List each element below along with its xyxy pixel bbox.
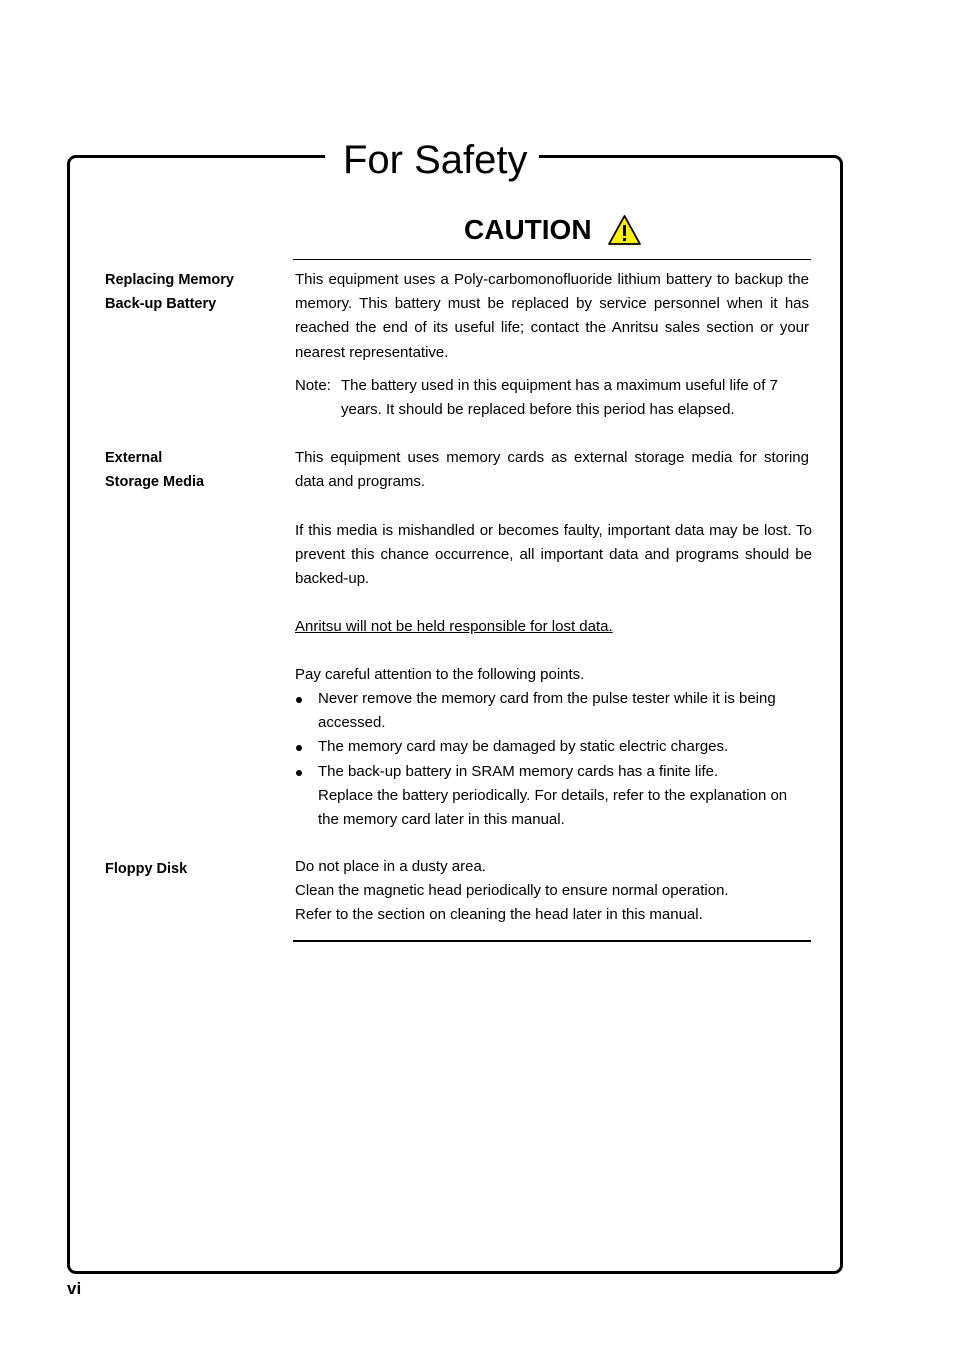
bullet-text: The memory card may be damaged by static electric charges. — [318, 738, 729, 756]
caution-heading: CAUTION — [464, 214, 592, 245]
bullet-icon — [296, 745, 302, 751]
storage-section-label — [105, 446, 204, 494]
battery-label-line1: Replacing Memory — [105, 272, 234, 288]
caution-top-rule — [293, 259, 811, 260]
storage-points-list — [295, 687, 809, 832]
storage-label-line2: Storage Media — [105, 474, 205, 490]
battery-note-label: Note: — [295, 377, 331, 394]
storage-label-line1: External — [105, 450, 163, 466]
storage-points-intro: Pay careful attention to the following points. — [295, 666, 585, 683]
floppy-line2: Clean the magnetic head periodically to ensure normal operation. — [295, 882, 729, 900]
floppy-body — [295, 855, 809, 928]
page-title: For Safety — [343, 138, 528, 182]
warning-triangle-icon — [607, 214, 642, 246]
floppy-section-label — [105, 857, 187, 881]
storage-disclaimer: Anritsu will not be held responsible for lost data. — [295, 618, 613, 635]
page-number: vi — [67, 1279, 82, 1298]
bullet-continuation-text: Replace the battery periodically. For details, refer to the explanation on the memory card later in this manual. — [318, 786, 788, 829]
floppy-line3: Refer to the section on cleaning the head later in this manual. — [295, 906, 703, 924]
caution-bottom-rule — [293, 940, 811, 942]
floppy-label: Floppy Disk — [105, 861, 188, 877]
list-item — [295, 735, 809, 759]
bullet-icon — [296, 697, 302, 703]
bullet-text: The back-up battery in SRAM memory cards has a finite life. — [318, 762, 719, 780]
storage-para1: This equipment uses memory cards as external storage media for storing data and programs. — [295, 449, 809, 491]
storage-para2: If this media is mishandled or becomes faulty, important data may be lost. To prevent this chance occurrence, all important data and programs should be backed-up. — [295, 522, 812, 588]
list-item — [295, 760, 809, 833]
battery-label-line2: Back-up Battery — [105, 296, 217, 312]
bullet-text: Never remove the memory card from the pulse tester while it is being accessed. — [318, 690, 776, 732]
battery-section-label — [105, 268, 234, 316]
battery-body: This equipment uses a Poly-carbomonofluoride lithium battery to backup the memory. This battery must be replaced by service personnel when it has reached the end of its useful life; contact the Anritsu sales section or your nearest representative. — [295, 271, 809, 361]
floppy-line1: Do not place in a dusty area. — [295, 858, 486, 875]
list-item — [295, 687, 809, 735]
bullet-icon — [296, 770, 302, 776]
battery-note-text: The battery used in this equipment has a maximum useful life of 7 years. It should be replaced before this period has elapsed. — [341, 377, 778, 419]
